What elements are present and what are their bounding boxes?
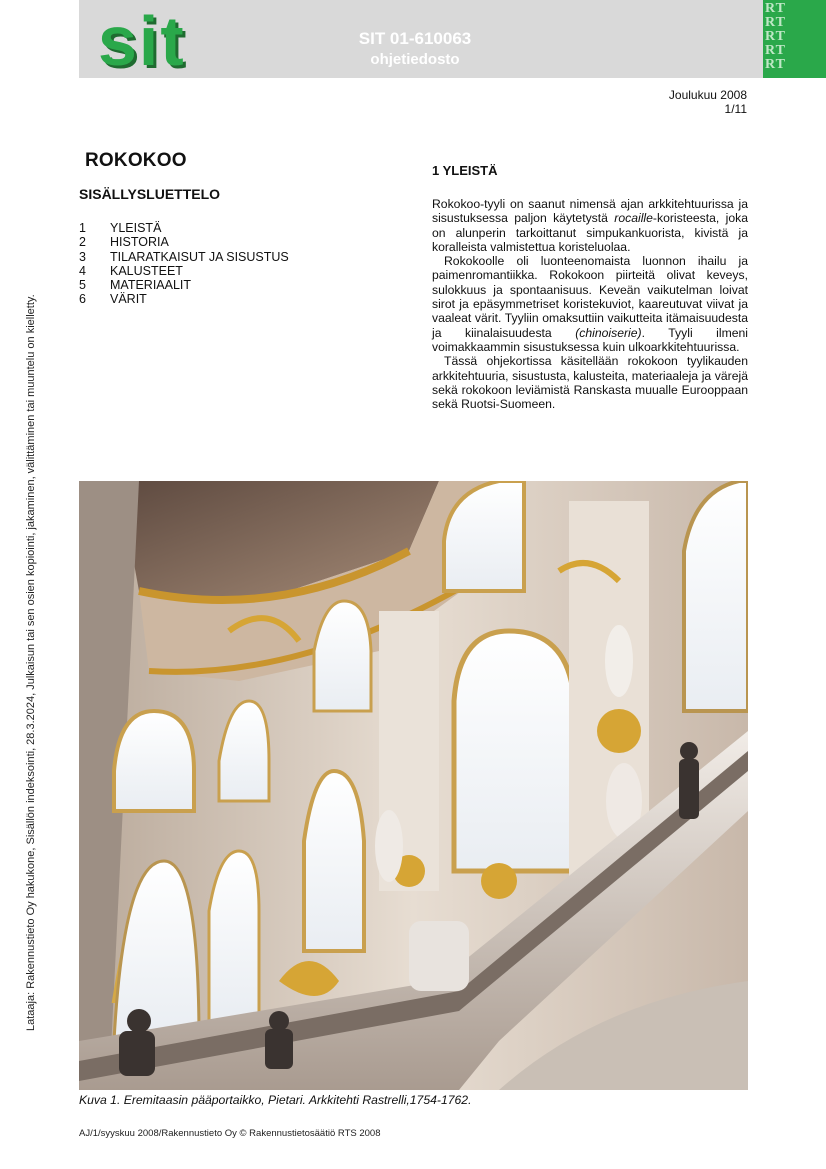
text-run: Rokokoo-tyyli on saanut nimensä ajan arkkitehtuurissa ja sisustuksessa paljon käytetystä: [432, 197, 748, 226]
toc-label: TILARATKAISUT JA SISUSTUS: [110, 249, 289, 264]
document-code: [300, 28, 530, 70]
document-number: SIT 01-610063: [358, 29, 472, 48]
toc-number: 6: [79, 292, 86, 307]
document-type: ohjetiedosto: [370, 51, 460, 68]
sit-logo: [98, 2, 186, 80]
rt-logo: [763, 0, 826, 78]
rt-mark-2: RT: [765, 15, 786, 30]
page-number: 1/11: [724, 102, 747, 116]
table-of-contents: [79, 221, 289, 307]
toc-label: KALUSTEET: [110, 263, 183, 278]
text-run: Rokokoolle oli luonteenomaista luonnon ihailu ja paimenromantiikka. Rokokoon piirteitä olivat keveys, sulokkuus ja spontaanisuus. Keveän vaikutelman loivat sirot ja epäsymmetriset koristekuviot, kaareutuvat viivat ja vaaleat värit. Tyyliin omaksuttiin vaikutteita itämaisuudesta ja kiinalaisuudesta: [432, 254, 748, 340]
paragraph: Tässä ohjekortissa käsitellään rokokoon tyylikauden arkkitehtuuria, sisustusta, kalusteita, materiaaleja ja värejä sekä rokokoon leviämistä Ranskasta muualle Eurooppaan sekä Ruotsi-Suomeen.: [432, 354, 748, 412]
text-run: . Tyyli ilmeni voimakkaammin sisustuksessa kuin ulkoarkkitehtuurissa.: [432, 325, 748, 354]
toc-number: 4: [79, 263, 86, 278]
toc-label: HISTORIA: [110, 235, 169, 250]
toc-item[interactable]: [79, 278, 289, 292]
toc-number: 5: [79, 278, 86, 293]
paragraph: [432, 197, 748, 254]
download-notice: Lataaja: Rakennustieto Oy hakukone, Sisällön indeksointi, 28.3.2024, Julkaisun tai sen osien kopiointi, jakaminen, välittäminen tai muuntelu on kielletty.: [25, 294, 37, 1031]
toc-heading: SISÄLLYSLUETTELO: [79, 186, 221, 202]
photo-illustration: [79, 481, 748, 1090]
toc-label: YLEISTÄ: [110, 221, 162, 235]
rt-mark-4: RT: [765, 43, 786, 58]
date-block: [669, 88, 747, 116]
rt-mark-5: RT: [765, 57, 786, 72]
logo-text: sit: [98, 2, 186, 80]
italic-term: (chinoiserie): [575, 325, 642, 340]
toc-number: 2: [79, 235, 86, 250]
toc-item[interactable]: [79, 221, 289, 235]
text-run: -koristeesta, joka on alunperin tarkoittanut simpukankuorista, kivistä ja koralleista valmistettua koristeluolaa.: [432, 211, 748, 254]
rt-mark-1: RT: [765, 1, 786, 16]
figure-caption: Kuva 1. Eremitaasin pääportaikko, Pietari. Arkkitehti Rastrelli,1754-1762.: [79, 1093, 472, 1107]
toc-item[interactable]: [79, 292, 289, 306]
toc-number: 3: [79, 249, 86, 264]
document-title: ROKOKOO: [85, 150, 187, 171]
toc-label: MATERIAALIT: [110, 278, 192, 293]
section-body: [432, 197, 748, 411]
publication-date: Joulukuu 2008: [668, 88, 747, 102]
toc-number: 1: [79, 221, 86, 235]
toc-item[interactable]: [79, 235, 289, 249]
italic-term: rocaille: [614, 211, 653, 226]
section-heading: 1 YLEISTÄ: [432, 163, 498, 178]
toc-label: VÄRIT: [110, 292, 147, 307]
toc-item[interactable]: [79, 264, 289, 278]
paragraph: [432, 254, 748, 354]
staircase-photo: [79, 481, 748, 1090]
rt-mark-3: RT: [765, 29, 786, 44]
toc-item[interactable]: [79, 250, 289, 264]
footer-copyright: AJ/1/syyskuu 2008/Rakennustieto Oy © Rakennustietosäätiö RTS 2008: [79, 1128, 381, 1139]
